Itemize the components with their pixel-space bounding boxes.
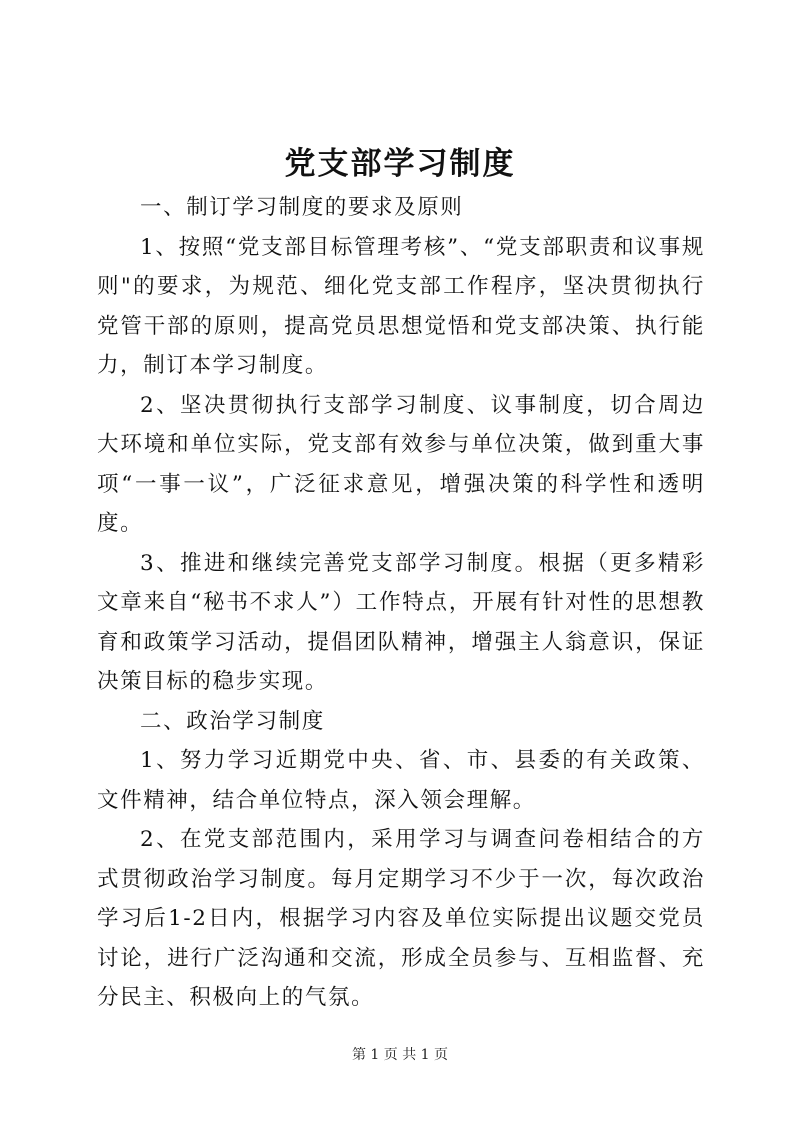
section-heading-1: 一、制订学习制度的要求及原则: [140, 195, 464, 220]
document-body: [97, 188, 705, 1018]
section-heading-2: 二、政治学习制度: [140, 708, 325, 734]
paragraph: 1、努力学习近期党中央、省、市、县委的有关政策、文件精神，结合单位特点，深入领会理解。: [97, 748, 705, 813]
paragraph: 3、推进和继续完善党支部学习制度。根据（更多精彩文章来自“秘书不求人”）工作特点，开展有针对性的思想教育和政策学习活动，提倡团队精神，增强主人翁意识，保证决策目标的稳步实现。: [97, 550, 705, 694]
page-footer: 第 1 页 共 1 页: [351, 1047, 449, 1063]
document-title: 党支部学习制度: [284, 146, 516, 182]
paragraph: 1、按照“党支部目标管理考核”、“党支部职责和议事规则"的要求，为规范、细化党支部工作程序，坚决贯彻执行党管干部的原则，提高党员思想觉悟和党支部决策、执行能力，制订本学习制度。: [97, 234, 705, 378]
paragraph: 2、在党支部范围内，采用学习与调查问卷相结合的方式贯彻政治学习制度。每月定期学习不少于一次，每次政治学习后1-2日内，根据学习内容及单位实际提出议题交党员讨论，进行广泛沟通和交流，形成全员参与、互相监督、充分民主、积极向上的气氛。: [97, 827, 705, 1010]
paragraph: 2、坚决贯彻执行支部学习制度、议事制度，切合周边大环境和单位实际，党支部有效参与单位决策，做到重大事项“一事一议”，广泛征求意见，增强决策的科学性和透明度。: [97, 392, 705, 536]
